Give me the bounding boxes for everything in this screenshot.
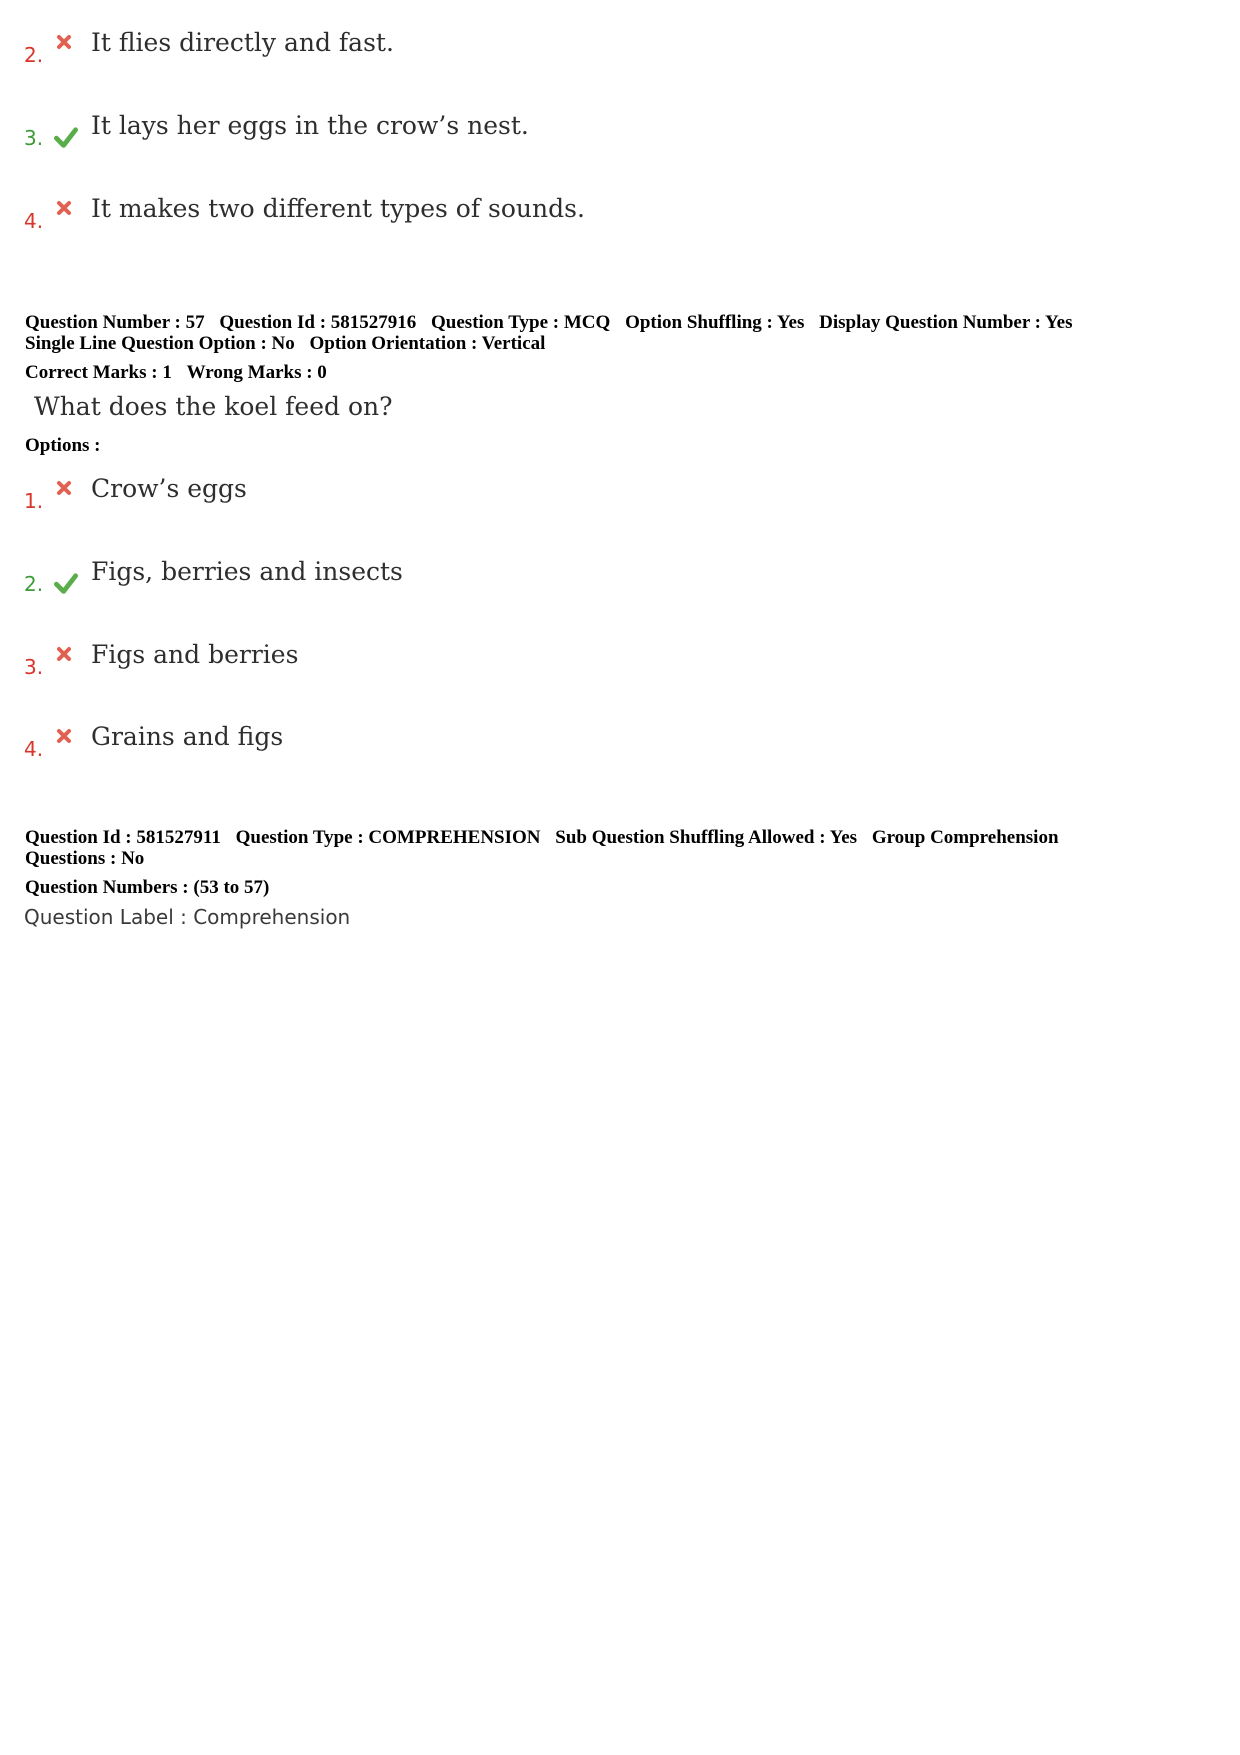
option-text: It makes two different types of sounds. — [91, 194, 585, 223]
option-text: It lays her eggs in the crow’s nest. — [91, 111, 529, 140]
question-stem: What does the koel feed on? — [34, 392, 393, 421]
question-type: Question Type : MCQ — [431, 312, 611, 333]
options-label: Options : — [25, 435, 101, 456]
prev-option-3 — [24, 113, 1024, 173]
comprehension-question-id: Question Id : 581527911 — [25, 827, 221, 848]
question-meta-line-2 — [25, 333, 1205, 354]
wrong-marks: Wrong Marks : 0 — [186, 362, 327, 383]
option-3 — [24, 642, 1024, 702]
correct-check-icon — [54, 125, 78, 149]
wrong-cross-icon — [54, 32, 74, 52]
option-2 — [24, 559, 1024, 619]
comprehension-meta-line-2: Questions : No — [25, 848, 145, 869]
display-question-number: Display Question Number : Yes — [819, 312, 1073, 333]
question-id: Question Id : 581527916 — [219, 312, 417, 333]
option-1 — [24, 476, 1024, 536]
option-text: Figs and berries — [91, 640, 299, 669]
option-number: 2. — [24, 572, 44, 596]
comprehension-meta-line-1 — [25, 827, 1205, 848]
option-text: Figs, berries and insects — [91, 557, 403, 586]
question-number: Question Number : 57 — [25, 312, 205, 333]
option-text: It flies directly and fast. — [91, 28, 394, 57]
option-text: Crow’s eggs — [91, 474, 247, 503]
option-4 — [24, 724, 1024, 784]
option-number: 1. — [24, 489, 44, 513]
sub-question-shuffling: Sub Question Shuffling Allowed : Yes — [555, 827, 858, 848]
question-meta-line-1 — [25, 312, 1205, 333]
option-text: Grains and figs — [91, 722, 284, 751]
option-shuffling: Option Shuffling : Yes — [625, 312, 805, 333]
comprehension-question-type: Question Type : COMPREHENSION — [235, 827, 541, 848]
correct-check-icon — [54, 571, 78, 595]
prev-option-4 — [24, 196, 1024, 256]
option-number: 3. — [24, 126, 44, 150]
single-line-option: Single Line Question Option : No — [25, 333, 295, 354]
wrong-cross-icon — [54, 478, 74, 498]
question-label: Question Label : Comprehension — [24, 905, 351, 929]
correct-marks: Correct Marks : 1 — [25, 362, 172, 383]
prev-option-2 — [24, 30, 1024, 90]
option-number: 4. — [24, 737, 44, 761]
option-number: 4. — [24, 209, 44, 233]
wrong-cross-icon — [54, 726, 74, 746]
wrong-cross-icon — [54, 198, 74, 218]
wrong-cross-icon — [54, 644, 74, 664]
group-comprehension: Group Comprehension — [871, 827, 1059, 848]
option-number: 3. — [24, 655, 44, 679]
option-number: 2. — [24, 43, 44, 67]
question-marks — [25, 362, 1205, 383]
option-orientation: Option Orientation : Vertical — [309, 333, 546, 354]
question-numbers: Question Numbers : (53 to 57) — [25, 877, 270, 898]
